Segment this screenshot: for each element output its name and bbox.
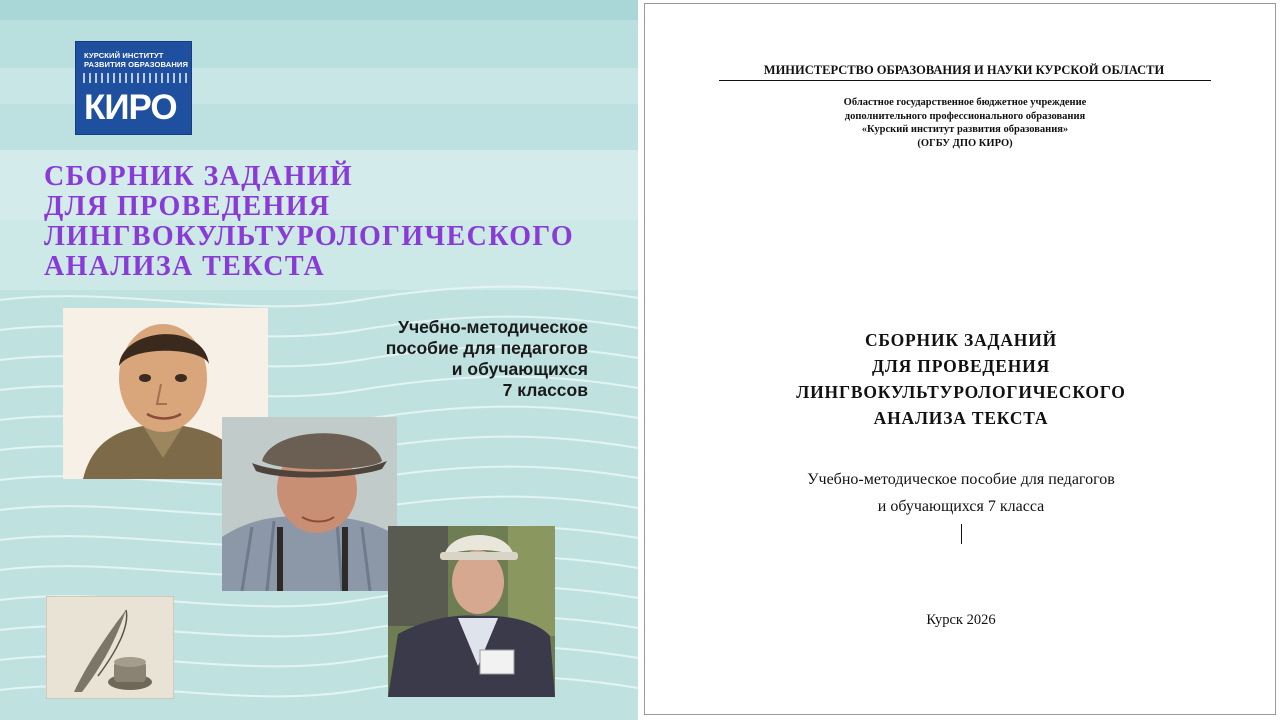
book-cover bbox=[0, 0, 638, 720]
kiro-logo bbox=[75, 41, 192, 135]
organization-line: дополнительного профессионального образования bbox=[844, 110, 1086, 122]
cover-title bbox=[44, 162, 624, 282]
cover-title-line: ЛИНГВОКУЛЬТУРОЛОГИЧЕСКОГО bbox=[44, 221, 575, 252]
logo-text-line1: КУРСКИЙ ИНСТИТУТ bbox=[84, 51, 164, 60]
portrait-writer-2 bbox=[222, 417, 397, 591]
cover-title-line: СБОРНИК ЗАДАНИЙ bbox=[44, 161, 354, 192]
ministry-underline bbox=[719, 80, 1211, 81]
cover-subtitle bbox=[320, 317, 588, 401]
logo-text-line2: РАЗВИТИЯ ОБРАЗОВАНИЯ bbox=[84, 60, 189, 69]
quill-emblem bbox=[46, 596, 174, 699]
page-title-line: АНАЛИЗА ТЕКСТА bbox=[873, 408, 1049, 428]
organization-line: Областное государственное бюджетное учреждение bbox=[843, 97, 1087, 108]
page-title-line: ЛИНГВОКУЛЬТУРОЛОГИЧЕСКОГО bbox=[796, 382, 1126, 402]
cover-title-line: АНАЛИЗА ТЕКСТА bbox=[44, 251, 326, 282]
page-subtitle-line: Учебно-методическое пособие для педагогов bbox=[807, 471, 1115, 488]
logo-ticks bbox=[82, 73, 188, 83]
page-subtitle-line: и обучающихся 7 класса bbox=[877, 498, 1045, 515]
city-year: Курск 2026 bbox=[926, 612, 996, 628]
cover-title-line: ДЛЯ ПРОВЕДЕНИЯ bbox=[44, 191, 331, 222]
logo-mark: КИРО bbox=[84, 88, 177, 127]
organization-line: (ОГБУ ДПО КИРО) bbox=[917, 137, 1013, 149]
page-title-line: ДЛЯ ПРОВЕДЕНИЯ bbox=[871, 356, 1051, 376]
page-title bbox=[715, 327, 1207, 431]
portrait-writer-3 bbox=[388, 526, 555, 697]
cover-subtitle-line: пособие для педагогов bbox=[385, 338, 588, 358]
text-cursor[interactable] bbox=[961, 524, 962, 544]
title-page bbox=[644, 3, 1276, 715]
cover-subtitle-line: 7 классов bbox=[502, 380, 588, 400]
page-subtitle bbox=[745, 466, 1177, 520]
page-title-line: СБОРНИК ЗАДАНИЙ bbox=[864, 330, 1058, 350]
cover-subtitle-line: и обучающихся bbox=[451, 359, 588, 379]
cover-subtitle-line: Учебно-методическое bbox=[398, 317, 588, 337]
organization-line: «Курский институт развития образования» bbox=[861, 124, 1069, 135]
organization-block bbox=[765, 96, 1165, 150]
ministry-heading: МИНИСТЕРСТВО ОБРАЗОВАНИЯ И НАУКИ КУРСКОЙ ОБЛАСТИ bbox=[763, 63, 1165, 77]
